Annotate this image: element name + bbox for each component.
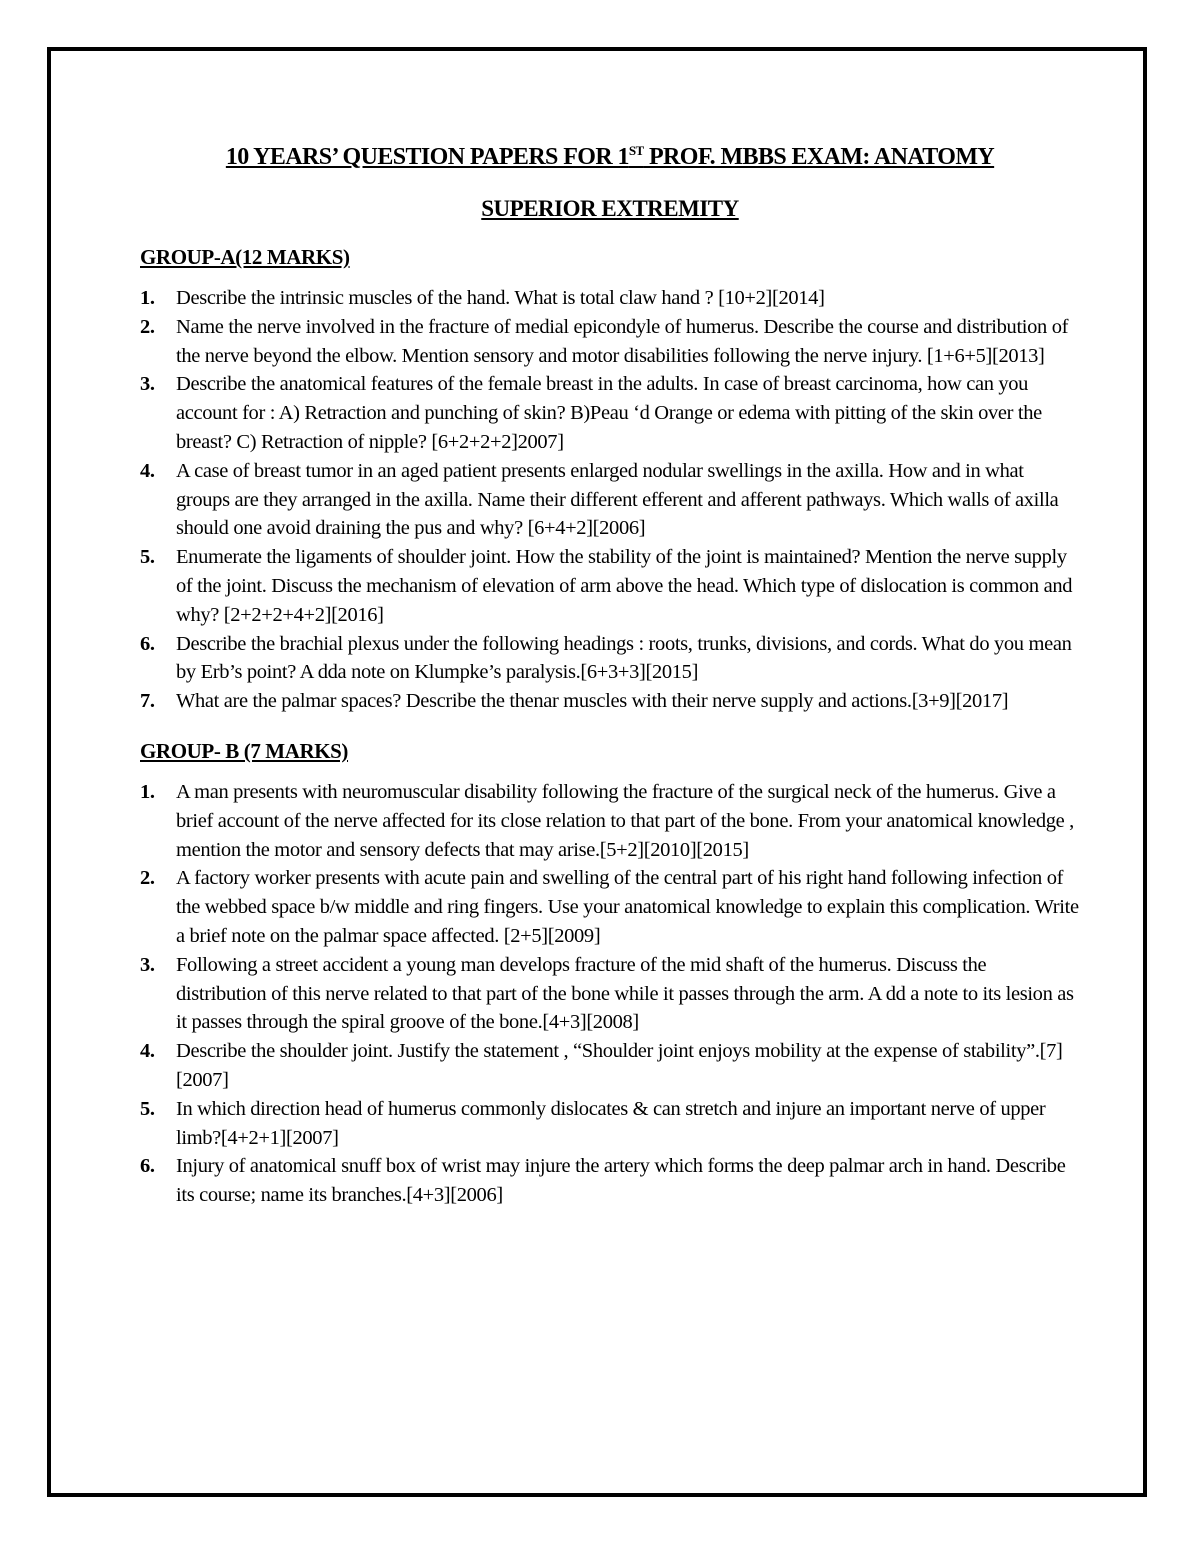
question-text: A man presents with neuromuscular disability following the fracture of the surgical neck of the humerus. Give a brief account of the nerve affected for its close relation to that part of the bone. From your anatomical knowledge , mention the motor and sensory defects that may arise.[5+2][2010][2015] <box>176 780 1074 861</box>
document-title <box>140 140 1080 174</box>
question-number: 4. <box>140 1040 155 1063</box>
group-a-heading: GROUP-A(12 MARKS) <box>140 245 350 269</box>
question-number: 3. <box>140 953 155 976</box>
document-subtitle: SUPERIOR EXTREMITY <box>481 196 739 221</box>
group-b-question-list <box>140 778 1080 1210</box>
question-number: 5. <box>140 1097 155 1120</box>
question-text: Describe the anatomical features of the female breast in the adults. In case of breast carcinoma, how can you account for : A) Retraction and punching of skin? B)Peau ‘d Orange or edema with pitting of the skin over the breast? C) Retraction of nipple? [6+2+2+2]2007] <box>176 373 1042 453</box>
question-item <box>140 370 1080 456</box>
question-text: Describe the brachial plexus under the following headings : roots, trunks, divisions, and cords. What do you mean by Erb’s point? A dda note on Klumpke’s paralysis.[6+3+3][2015] <box>176 632 1072 684</box>
question-item <box>140 543 1080 629</box>
question-number: 5. <box>140 546 155 569</box>
question-number: 6. <box>140 632 155 655</box>
question-item <box>140 687 1080 716</box>
question-number: 6. <box>140 1155 155 1178</box>
question-number: 3. <box>140 373 155 396</box>
title-main: 10 YEARS’ QUESTION PAPERS FOR 1 <box>225 144 629 170</box>
question-text: Injury of anatomical snuff box of wrist may injure the artery which forms the deep palmar arch in hand. Describe its course; name its branches.[4+3][2006] <box>176 1155 1066 1207</box>
question-number: 1. <box>140 780 155 803</box>
question-item <box>140 630 1080 688</box>
question-item <box>140 457 1080 543</box>
question-text: Describe the shoulder joint. Justify the statement , “Shoulder joint enjoys mobility at the expense of stability”.[7][2007] <box>176 1040 1063 1091</box>
question-text: In which direction head of humerus commonly dislocates & can stretch and injure an important nerve of upper limb?[4+2+1][2007] <box>176 1097 1046 1149</box>
question-number: 2. <box>140 867 155 890</box>
question-number: 7. <box>140 690 155 713</box>
question-text: A case of breast tumor in an aged patient presents enlarged nodular swellings in the axilla. How and in what groups are they arranged in the axilla. Name their different efferent and afferent pathways. Which walls of axilla should one avoid draining the pus and why? [6+4+2][2006] <box>176 459 1059 540</box>
question-number: 1. <box>140 287 155 309</box>
question-item <box>140 313 1080 371</box>
group-b-heading: GROUP- B (7 MARKS) <box>140 738 349 763</box>
question-item <box>140 951 1080 1037</box>
question-text: A factory worker presents with acute pain and swelling of the central part of his right hand following infection of the webbed space b/w middle and ring fingers. Use your anatomical knowledge to explain this complication. Write a brief note on the palmar space affected. [2+5][2009] <box>176 867 1079 947</box>
question-item <box>140 778 1080 864</box>
question-text: Name the nerve involved in the fracture of medial epicondyle of humerus. Describe the course and distribution of the nerve beyond the elbow. Mention sensory and motor disabilities following the nerve injury. [1+6+5][2013] <box>176 315 1069 367</box>
question-text: Enumerate the ligaments of shoulder joint. How the stability of the joint is maintained? Mention the nerve supply of the joint. Discuss the mechanism of elevation of arm above the head. Which type of dislocation is common and why? [2+2+2+4+2][2016] <box>176 546 1073 626</box>
title-rest: PROF. MBBS EXAM: ANATOMY <box>643 144 995 170</box>
title-superscript: ST <box>628 143 644 158</box>
question-item <box>140 1095 1080 1153</box>
question-number: 2. <box>140 315 155 338</box>
question-number: 4. <box>140 459 155 482</box>
question-item <box>140 864 1080 950</box>
question-item <box>140 1037 1080 1095</box>
question-text: Following a street accident a young man develops fracture of the mid shaft of the humerus. Discuss the distribution of this nerve related to that part of the bone while it passes through the arm. A dd a note to its lesion as it passes through the spiral groove of the bone.[4+3][2008] <box>176 953 1074 1034</box>
question-item <box>140 284 1080 313</box>
group-a-question-list <box>140 284 1080 716</box>
question-text: What are the palmar spaces? Describe the thenar muscles with their nerve supply and actions.[3+9][2017] <box>176 690 1009 713</box>
document-content <box>140 140 1080 1210</box>
question-item <box>140 1152 1080 1210</box>
question-text: Describe the intrinsic muscles of the hand. What is total claw hand ? [10+2][2014] <box>176 287 825 309</box>
